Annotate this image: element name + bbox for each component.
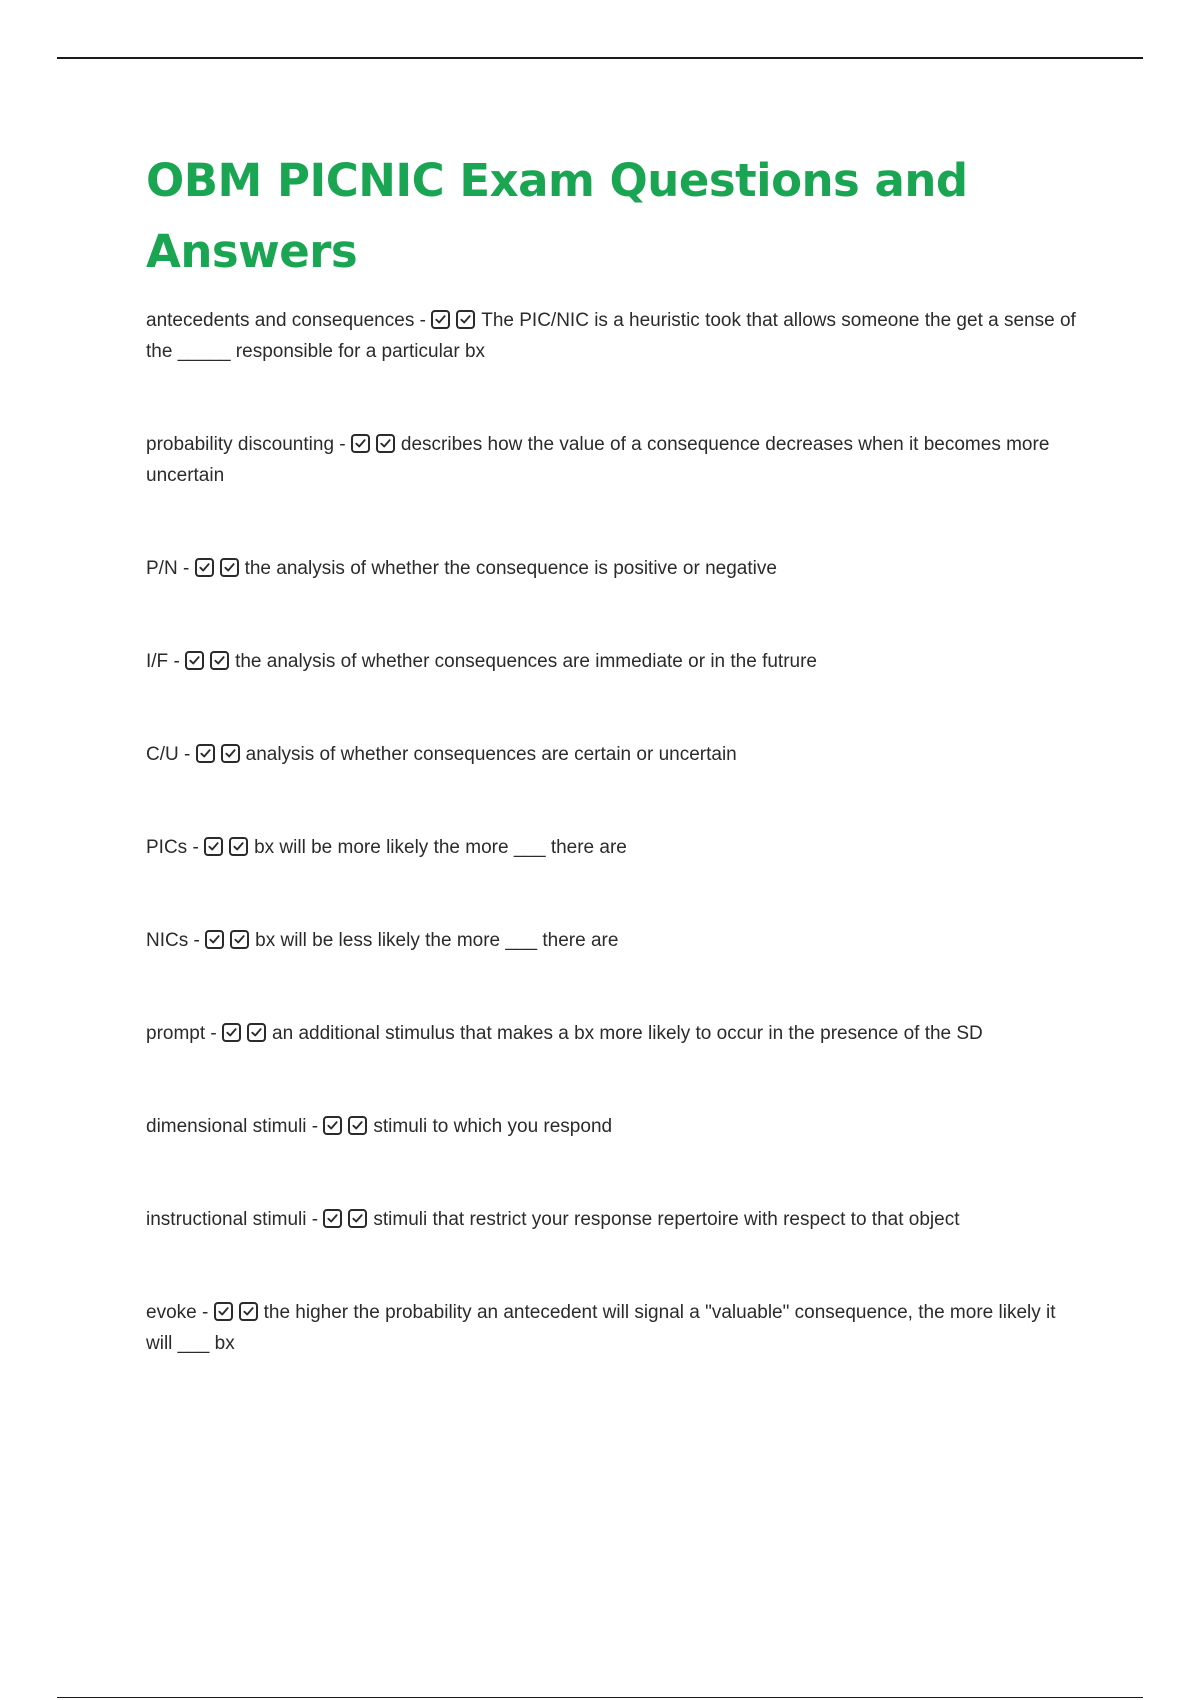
checkbox-checked-icon	[247, 1023, 266, 1042]
checkmark-icon	[217, 1305, 230, 1318]
qa-answer: analysis of whether consequences are certain or uncertain	[245, 744, 737, 765]
checkbox-checked-icon	[210, 651, 229, 670]
checkbox-checked-icon	[456, 310, 475, 329]
qa-separator: -	[187, 837, 205, 858]
checkmark-icon	[198, 561, 211, 574]
qa-separator: -	[168, 651, 186, 672]
qa-answer: the analysis of whether consequences are immediate or in the futrure	[235, 651, 817, 672]
checkmark-icon	[233, 933, 246, 946]
qa-term: instructional stimuli	[146, 1209, 307, 1230]
checkmark-icon	[354, 437, 367, 450]
qa-item	[146, 1018, 1076, 1049]
qa-answer: the analysis of whether the consequence is positive or negative	[244, 558, 777, 579]
checkmark-icon	[326, 1119, 339, 1132]
checkbox-checked-icon	[229, 837, 248, 856]
checkbox-checked-icon	[230, 930, 249, 949]
qa-answer: stimuli to which you respond	[373, 1116, 613, 1137]
checkbox-checked-icon	[220, 558, 239, 577]
qa-term: prompt	[146, 1023, 206, 1044]
checkbox-checked-icon	[348, 1116, 367, 1135]
checkbox-checked-icon	[214, 1302, 233, 1321]
qa-answer: an additional stimulus that makes a bx more likely to occur in the presence of the SD	[272, 1023, 983, 1044]
footer-rule	[57, 1697, 1143, 1698]
checkbox-checked-icon	[204, 837, 223, 856]
checkmark-icon	[250, 1026, 263, 1039]
checkbox-checked-icon	[239, 1302, 258, 1321]
header-rule	[57, 57, 1143, 59]
checkbox-checked-icon	[222, 1023, 241, 1042]
qa-item	[146, 646, 1076, 677]
checkbox-checked-icon	[195, 558, 214, 577]
qa-item	[146, 739, 1076, 770]
qa-separator: -	[188, 930, 206, 951]
qa-item	[146, 832, 1076, 863]
qa-separator: -	[178, 744, 196, 765]
qa-answer: The PIC/NIC is a heuristic took that allows someone the get a sense of the _____ responsible for a particular bx	[146, 310, 1076, 362]
checkbox-checked-icon	[323, 1209, 342, 1228]
qa-term: dimensional stimuli	[146, 1116, 307, 1137]
qa-separator: -	[334, 434, 351, 455]
qa-separator: -	[205, 1023, 223, 1044]
document-body	[146, 145, 1076, 1359]
qa-term: evoke	[146, 1302, 197, 1323]
qa-answer: stimuli that restrict your response repertoire with respect to that object	[373, 1209, 960, 1230]
checkbox-checked-icon	[221, 744, 240, 763]
qa-item	[146, 1204, 1076, 1235]
checkmark-icon	[224, 747, 237, 760]
qa-item	[146, 1111, 1076, 1142]
qa-answer: describes how the value of a consequence decreases when it becomes more uncertain	[146, 434, 1050, 486]
qa-term: P/N	[146, 558, 178, 579]
checkmark-icon	[207, 840, 220, 853]
checkmark-icon	[326, 1212, 339, 1225]
document-title: OBM PICNIC Exam Questions and Answers	[146, 154, 968, 278]
checkmark-icon	[188, 654, 201, 667]
qa-list	[146, 305, 1076, 1359]
qa-term: antecedents and consequences	[146, 310, 415, 331]
qa-term: C/U	[146, 744, 179, 765]
checkmark-icon	[459, 313, 472, 326]
qa-separator: -	[306, 1209, 324, 1230]
checkmark-icon	[351, 1212, 364, 1225]
qa-item	[146, 553, 1076, 584]
checkbox-checked-icon	[196, 744, 215, 763]
qa-separator: -	[306, 1116, 324, 1137]
qa-separator: -	[414, 310, 432, 331]
qa-separator: -	[196, 1302, 214, 1323]
qa-item	[146, 1297, 1076, 1359]
qa-separator: -	[177, 558, 195, 579]
checkbox-checked-icon	[205, 930, 224, 949]
checkmark-icon	[232, 840, 245, 853]
checkbox-checked-icon	[323, 1116, 342, 1135]
qa-term: I/F	[146, 651, 169, 672]
checkbox-checked-icon	[348, 1209, 367, 1228]
qa-answer: bx will be less likely the more ___ there are	[255, 930, 619, 951]
checkmark-icon	[223, 561, 236, 574]
checkmark-icon	[242, 1305, 255, 1318]
checkmark-icon	[225, 1026, 238, 1039]
checkbox-checked-icon	[185, 651, 204, 670]
qa-term: PICs	[146, 837, 188, 858]
checkmark-icon	[199, 747, 212, 760]
checkmark-icon	[213, 654, 226, 667]
qa-answer: bx will be more likely the more ___ there are	[254, 837, 627, 858]
qa-term: probability discounting	[146, 434, 335, 455]
checkbox-checked-icon	[376, 434, 395, 453]
qa-answer: the higher the probability an antecedent will signal a "valuable" consequence, the more likely it will ___ bx	[146, 1302, 1056, 1354]
qa-term: NICs	[146, 930, 189, 951]
qa-item	[146, 305, 1076, 367]
checkmark-icon	[379, 437, 392, 450]
qa-item	[146, 925, 1076, 956]
checkmark-icon	[351, 1119, 364, 1132]
checkmark-icon	[208, 933, 221, 946]
checkmark-icon	[434, 313, 447, 326]
checkbox-checked-icon	[431, 310, 450, 329]
qa-item	[146, 429, 1076, 491]
checkbox-checked-icon	[351, 434, 370, 453]
